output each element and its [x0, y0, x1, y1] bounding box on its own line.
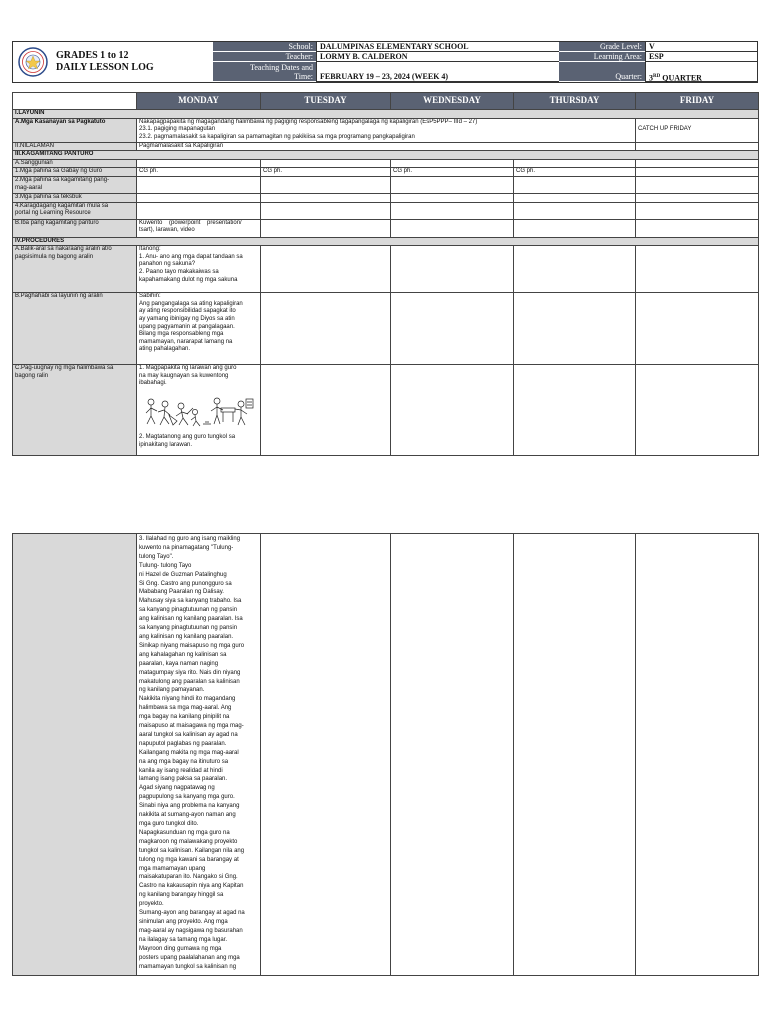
story-line: halimbawa sa mga mag-aaral. Ang — [139, 705, 232, 712]
label-sanggunian: A.Sanggunian — [13, 159, 137, 168]
label-teksbuk: 3.Mga pahina sa teksbuk — [13, 193, 137, 202]
label-paguugnay: C.Pag-uugnay ng mga halimbawa sa bagong ralin — [13, 365, 137, 456]
story-line: aaral tungkol sa kalinisan ay agad na — [139, 731, 238, 738]
friday-catch-up: CATCH UP FRIDAY — [636, 118, 759, 142]
story-line: Si Gng. Castro ang punongguro sa — [139, 580, 232, 587]
day-header-friday: FRIDAY — [636, 93, 759, 110]
story-line: ang kalinisan ng kanilang paaralan. — [139, 633, 234, 640]
nilalaman-content: Pagmamalasakit sa Kapaligiran — [137, 142, 636, 151]
story-line: posters upang paalalahanan ang mga — [139, 954, 240, 961]
story-line: Napagkasunduan ng mga guro na — [139, 829, 230, 836]
day-header-thursday: THURSDAY — [514, 93, 636, 110]
story-text — [139, 535, 258, 971]
deped-seal-icon — [18, 47, 48, 77]
story-line: na ilalagay sa tamang mga lugar. — [139, 936, 228, 943]
paguugnay-monday: 1. Magpapakita ng larawan ang guro na may kaugnayan sa kuwentong ibabahagi. 2. Magtatanong ang guro tungkol sa ipinakitang larawan. — [137, 365, 261, 456]
header-right — [559, 42, 757, 82]
area-value: ESP — [645, 52, 757, 62]
story-line: Castro na kakausapin niya ang Kapitan — [139, 883, 244, 890]
school-label: School: — [213, 42, 316, 52]
story-line: lamang isang paksa sa paaralan. — [139, 776, 228, 783]
story-line: tungkol sa kalinisan. Kailangan nila ang — [139, 847, 245, 854]
story-line: matagumpay siya rito. Nais din niyang — [139, 669, 241, 676]
story-line: tulong Tayo". — [139, 553, 174, 560]
quarter-label: Quarter: — [559, 62, 645, 82]
day-header-wednesday: WEDNESDAY — [391, 93, 514, 110]
label-pangmag: 2.Mga pahina sa kagamitang pang- mag-aaral — [13, 176, 137, 193]
corner-cell — [13, 93, 137, 110]
story-line: Nakikita niyang hindi ito magandang — [139, 696, 236, 703]
story-line: maisakatuparan ito. Nangako si Gng. — [139, 874, 238, 881]
story-line: Tulung- tulong Tayo — [139, 562, 192, 569]
story-line: ang kahalagahan ng kalinisan sa — [139, 651, 227, 658]
teacher-value: LORMY B. CALDERON — [316, 52, 559, 62]
dates-label: Teaching Dates and Time: — [213, 62, 316, 82]
section-layunin: I.LAYUNIN — [13, 110, 759, 119]
balik-aral-monday: Itanong: 1. Anu- ano ang mga dapat tandaan sa panahon ng sakuna? 2. Paano tayo makakaiwas sa kapahamakang dulot ng mga sakuna — [137, 246, 261, 293]
classroom-cleaning-illustration — [143, 394, 255, 428]
gabay-wednesday: CG ph. — [391, 168, 514, 177]
label-paghahabi: B.Paghahabi sa layunin ng aralin — [13, 293, 137, 365]
story-line: Mayroon ding gumawa ng mga — [139, 945, 222, 952]
story-line: sa kanyang pinagtutuunan ng pansin — [139, 625, 238, 632]
story-line: magkaroon ng malawakang proyekto — [139, 838, 238, 845]
story-line: mga mamamayan upang — [139, 865, 206, 872]
day-header-monday: MONDAY — [137, 93, 261, 110]
area-label: Learning Area: — [559, 52, 645, 62]
lesson-log-table — [12, 92, 759, 456]
grade-value: V — [645, 42, 757, 52]
story-line: na ang mga bagay na itinuturo sa — [139, 758, 229, 765]
teacher-label: Teacher: — [213, 52, 316, 62]
gabay-monday: CG ph. — [137, 168, 261, 177]
header-middle — [213, 42, 559, 82]
story-line: mga bagay na kanilang pinipilit na — [139, 714, 230, 721]
label-karagdagang: 4.Karagdagang kagamitan mula sa portal ng Learning Resource — [13, 202, 137, 219]
school-value: DALUMPINAS ELEMENTARY SCHOOL — [316, 42, 559, 52]
story-line: pagpupulong sa kanyang mga guro. — [139, 794, 235, 801]
dates-value: FEBRUARY 19 – 23, 2024 (WEEK 4) — [316, 62, 559, 82]
story-line: nakikita at sumang-ayon naman ang — [139, 812, 236, 819]
gabay-thursday: CG ph. — [514, 168, 636, 177]
story-line: Sinikap niyang maisapuso ng mga guro — [139, 642, 245, 649]
story-line: ang kalinisan ng kanilang paaralan. Isa — [139, 616, 243, 623]
day-header-tuesday: TUESDAY — [261, 93, 391, 110]
section-procedures: IV.PROCEDURES — [13, 237, 759, 246]
story-line: ng kanilang barangay hinggil sa — [139, 892, 224, 899]
label-kasanayan: A.Mga Kasanayan sa Pagkatuto — [13, 118, 137, 142]
continued-label-cell — [13, 534, 137, 976]
header-block — [12, 41, 758, 83]
label-balik-aral: A.Balik-aral sa nakaraang aralin at/o pagsisimula ng bagong aralin — [13, 246, 137, 293]
title-grades: GRADES 1 to 12 — [56, 50, 129, 61]
story-line: proyekto. — [139, 901, 164, 908]
story-line: Mahusay siya sa kanyang trabaho. Isa — [139, 598, 242, 605]
story-line: ni Hazel de Guzman Patalinghug — [139, 571, 227, 578]
story-line: Sumang-ayon ang barangay at agad na — [139, 910, 245, 917]
story-line: Sinabi niya ang problema na kanyang — [139, 803, 240, 810]
quarter-value: 3RD QUARTER — [645, 62, 757, 82]
story-line: maisapuso at maisagawa ng mga mag- — [139, 723, 244, 730]
story-line: mga guro tungkol dito. — [139, 821, 199, 827]
story-line: Agad siyang nagpatawag ng — [139, 785, 215, 792]
story-line: Kailangang makita ng mga mag-aaral — [139, 749, 239, 756]
grade-label: Grade Level: — [559, 42, 645, 52]
kasanayan-content: Nakapagpapakita ng magagandang halimbawa ng pagiging responsableng tagapangalaga ng kapaligiran (EsP5PPP– IIId – 27) 23.1. pagiging mapanagutan 23.2. pagmamalasakit sa kapaligiran sa pamamagitan ng pakikiisa sa mga programang pangkapaligiran — [137, 118, 636, 142]
story-line: makatulong ang paaralan sa kalinisan — [139, 678, 240, 685]
story-line: tulong ng mga kawani sa barangay at — [139, 856, 239, 863]
label-iba-pang-kagamitan: B.Iba pang kagamitang panturo — [13, 219, 137, 237]
iba-pang-kagamitan-monday: Kuwento (powerpoint presentation/ tsart), larawan, video — [137, 219, 261, 237]
paghahabi-monday: Sabihin: Ang pangangalaga sa ating kapaligiran ay ating responsibilidad sapagkat ito ay yamang ibinigay ng Diyos sa atin upang pagyamanin at pangalagaan. Bilang mga responsableng mga mamamayan, nararapat lamang na ating pahalagahan. — [137, 293, 261, 365]
story-line: napuputol paglabas ng paaralan. — [139, 740, 227, 747]
gabay-tuesday: CG ph. — [261, 168, 391, 177]
lesson-log-table-continued — [12, 533, 759, 976]
story-line: kanila ay isang realidad at hindi — [139, 767, 223, 774]
story-line: sinimulan ang proyekto. Ang mga — [139, 918, 228, 925]
story-line: kuwento na pinamagatang "Tulung- — [139, 544, 234, 551]
story-line: mag-aaral ay nagsigawa ng basurahan — [139, 927, 243, 934]
story-line: Mababang Paaralan ng Dalisay. — [139, 589, 224, 596]
story-monday — [137, 534, 261, 976]
story-line: ng kanilang pamayanan. — [139, 687, 205, 694]
story-line: paaralan, kaya naman naging — [139, 660, 219, 667]
story-line: mamamayan tungkol sa kalinisan ng — [139, 963, 237, 970]
story-line: 3. Ilalahad ng guro ang isang maikling — [139, 536, 241, 542]
header-title-block — [13, 42, 213, 82]
section-kagamitan: III.KAGAMITANG PANTURO — [13, 151, 759, 160]
label-nilalaman: II.NILALAMAN — [13, 142, 137, 151]
label-gabay: 1.Mga pahina sa Gabay ng Guro — [13, 168, 137, 177]
title-dll: DAILY LESSON LOG — [56, 62, 154, 73]
story-line: sa kanyang pinagtutuunan ng pansin — [139, 607, 238, 614]
